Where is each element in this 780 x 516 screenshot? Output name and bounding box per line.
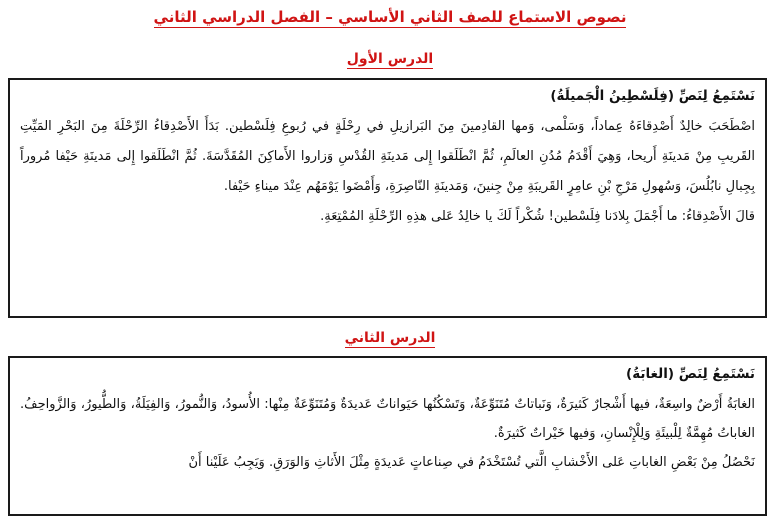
lesson-one-box-title: نَسْتَمِعُ لِنَصِّ (فِلَسْطِينُ الْجَميلَةُ) xyxy=(550,88,755,104)
lesson-one-heading-text: الدرس الأول xyxy=(346,51,434,67)
lesson-two-paragraph-1: الغابَةُ أَرْضٌ واسِعَةٌ، فيها أَشْجارٌ كَثيرَةٌ، وَنَباتاتٌ مُتَنَوِّعَةٌ، وَتَسْكُنُها حَيَواناتٌ عَديدَةٌ وَمُتَنَوِّعَةٌ مِنْها: الأُسودُ، وَالنُّمورُ، وَالفِيَلَةُ، وَالطُّيورُ، وَالزَّواحِفُ. الغاباتُ مُهِمَّةٌ لِلْبيئَةِ وَلِلْإِنْسانِ، وَفيها خَيْراتٌ كَثيرَةٌ. xyxy=(20,397,755,441)
lesson-two-box-title: نَسْتَمِعُ لِنَصِّ (الغابَةُ) xyxy=(626,366,755,382)
document-title-text: نصوص الاستماع للصف الثاني الأساسي – الفصل الدراسي الثاني xyxy=(153,8,627,26)
lesson-one-paragraph-2: قالَ الأَصْدِقاءُ: ما أَجْمَلَ بِلادَنا فِلَسْطين! شُكْراً لَكَ يا خالِدُ عَلى هذِهِ الرِّحْلَةِ المُمْتِعَةِ. xyxy=(320,209,755,224)
lesson-two-text-box xyxy=(8,356,767,516)
lesson-one-heading xyxy=(0,51,780,67)
lesson-two-paragraph-2: نَحْصُلُ مِنْ بَعْضِ الغاباتِ عَلى الأَخْشابِ الَّتي تُسْتَخْدَمُ في صِناعاتٍ عَديدَةٍ مِثْلَ الأَثاثِ وَالوَرَقِ. وَيَجِبُ عَلَيْنا أَنْ xyxy=(188,455,755,470)
document-title xyxy=(0,8,780,26)
lesson-one-text-box xyxy=(8,78,767,318)
lesson-two-heading xyxy=(0,330,780,346)
lesson-one-paragraph-1: اصْطَحَبَ خالِدٌ أَصْدِقاءَهُ عِماداً، وَسَلْمى، وَمها القادِمينَ مِنَ البَرازيلِ في رِحْلَةٍ في رُبوعِ فِلَسْطين. بَدَأَ الأَصْدِقاءُ الرِّحْلَةَ مِنَ البَحْرِ المَيِّتِ القَريبِ مِنْ مَدينَةِ أَريحا، وَهِيَ أَقْدَمُ مُدُنِ العالَمِ، ثُمَّ انْطَلَقوا إِلى مَدينَةِ القُدْسِ وَزاروا الأَماكِنَ المُقَدَّسَةَ. ثُمَّ انْطَلَقوا إِلى مَدينَةِ حَيْفا مُروراً بِجِبالِ نابُلُسَ، وَسُهولِ مَرْجِ بْنِ عامِرٍ القَريبَةِ مِنْ جِنينَ، وَمَدينَةِ النّاصِرَةِ، وَأَمْضَوا يَوْمَهُم عِنْدَ ميناءِ حَيْفا. xyxy=(20,119,755,194)
lesson-two-heading-text: الدرس الثاني xyxy=(344,330,436,346)
